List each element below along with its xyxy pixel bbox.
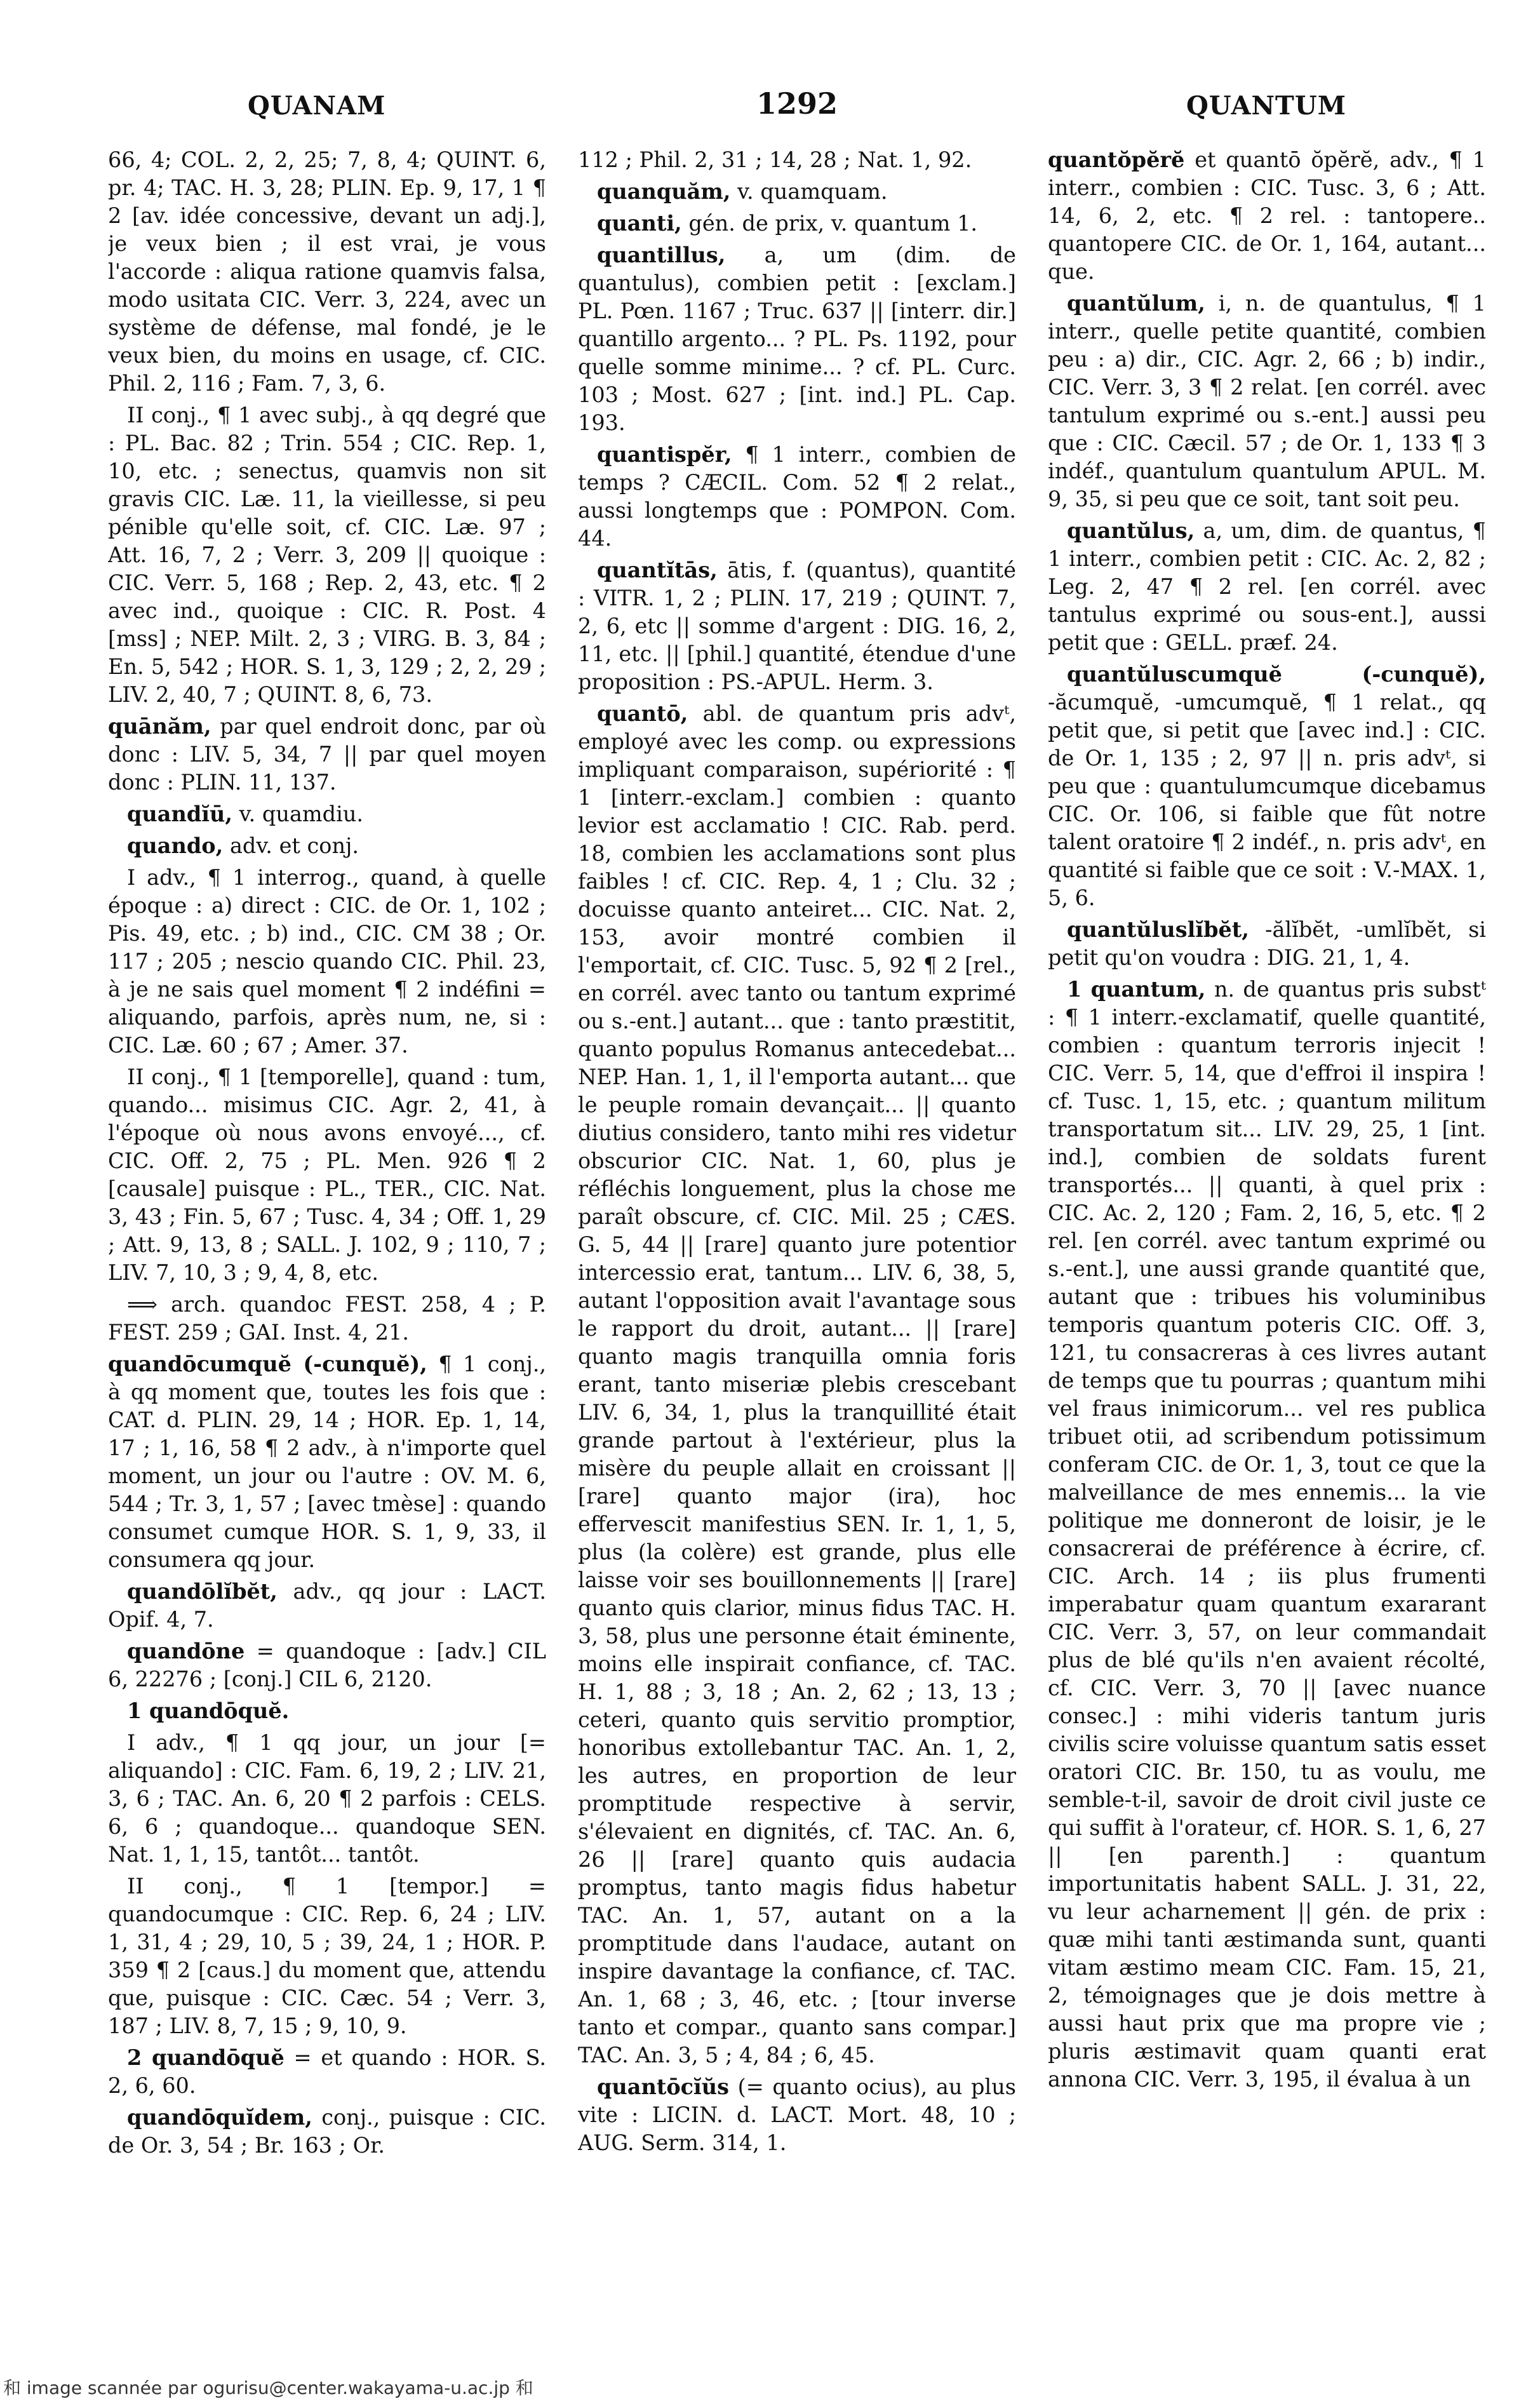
column-right (1048, 146, 1486, 2331)
entry-text: ātis, f. (quantus), quantité : VITR. 1, 2 ; PLIN. 17, 219 ; QUINT. 7, 2, 6, etc || somme d'argent : DIG. 16, 2, 11, etc. || [phil.] quantité, étendue d'une proposition : PS.-APUL. Herm. 3. (578, 558, 1016, 694)
scan-credit: 和 image scannée par ogurisu@center.wakayama-u.ac.jp 和 (3, 2377, 533, 2398)
headword: quando, (127, 833, 224, 858)
dictionary-entry (108, 713, 546, 796)
headword: quānăm, (108, 714, 211, 739)
running-head (108, 76, 1486, 121)
column-left (108, 146, 546, 2331)
entry-text: -ăcumquĕ, -umcumquĕ, ¶ 1 relat., qq petit que, si petit que [avec ind.] : CIC. de Or. 1, 135 ; 2, 97 || n. pris advᵗ, si peu que : quantulumcumque dicebamus CIC. Or. 106, si faible que fût notre talent oratoire ¶ 2 indéf., n. pris advᵗ, en quantité si faible que ce soit : V.-MAX. 1, 5, 6. (1048, 690, 1486, 910)
entry-text: abl. de quantum pris advᵗ, employé avec les comp. ou expressions impliquant comparaison, supériorité : ¶ 1 [interr.-exclam.] combien : quanto levior est acclamatio ! CIC. Rab. perd. 18, combien les acclamations sont plus faibles ! cf. CIC. Rep. 4, 1 ; Clu. 32 ; docuisse quanto anteiret... CIC. Nat. 2, 153, avoir montré combien il l'emportait, cf. CIC. Tusc. 5, 92 ¶ 2 [rel., en corrél. avec tanto ou tantum exprimé ou s.-ent.] autant... que : tanto præstitit, quanto populus Romanus antecedebat... NEP. Han. 1, 1, il l'emporta autant... que le peuple romain devançait... || quanto diutius considero, tanto mihi res videtur obscurior CIC. Nat. 1, 60, plus je réfléchis longuement, plus la chose me paraît obscure, cf. CIC. Mil. 25 ; CÆS. G. 5, 44 || [rare] quanto jure potentior intercessio erat, tantum... LIV. 6, 38, 5, autant l'opposition avait l'avantage sous le rapport du droit, autant... || [rare] quanto magis tranquilla omnia foris erant, tanto miseriæ plebis crescebant LIV. 6, 34, 1, plus la tranquillité était grande partout à l'extérieur, plus la misère du peuple allait en croissant || [rare] quanto major (ira), hoc effervescit manifestius SEN. Ir. 1, 1, 5, plus (la colère) est grande, plus elle laisse voir ses bouillonnements || [rare] quanto quis clarior, minus fidus TAC. H. 3, 58, plus une personne était éminente, moins elle inspirait confiance, cf. TAC. H. 1, 88 ; 3, 18 ; An. 2, 62 ; 13, 13 ; ceteri, quanto quis servitio promptior, honoribus extollebantur TAC. An. 1, 2, les autres, en proportion de leur promptitude respective à servir, s'élevaient en dignités, cf. TAC. An. 6, 26 || [rare] quanto quis audacia promptus, tanto magis fidus habetur TAC. An. 1, 57, autant on a la promptitude dans l'audace, autant on inspire davantage la confiance, cf. TAC. An. 1, 68 ; 3, 46, etc. ; [tour inverse tanto et compar., quanto sans compar.] TAC. An. 3, 5 ; 4, 84 ; 6, 45. (578, 701, 1016, 2067)
entry-text: II conj., ¶ 1 [temporelle], quand : tum, quando... misimus CIC. Agr. 2, 41, à l'époque où nous avons envoyé..., cf. CIC. Off. 2, 75 ; PL. Men. 926 ¶ 2 [causale] puisque : PL., TER., CIC. Nat. 3, 43 ; Fin. 5, 67 ; Tusc. 4, 34 ; Off. 1, 29 ; Att. 9, 13, 8 ; SALL. J. 102, 9 ; 110, 7 ; LIV. 7, 10, 3 ; 9, 4, 8, etc. (108, 1065, 546, 1285)
dictionary-entry (108, 1291, 546, 1347)
headword: quandōne (127, 1639, 245, 1663)
dictionary-entry (1048, 290, 1486, 513)
headword: quantōcĭŭs (597, 2074, 730, 2099)
headword: quanti, (597, 211, 682, 236)
headword: quantō, (597, 701, 688, 726)
entry-text: v. quamdiu. (239, 802, 364, 826)
dictionary-entry (578, 441, 1016, 553)
headword: quantŭluscumquĕ (-cunquĕ), (1067, 662, 1486, 687)
headword: quantŭluslĭbĕt, (1067, 917, 1249, 942)
dictionary-entry (108, 1637, 546, 1693)
dictionary-entry (108, 401, 546, 709)
entry-text: (= quanto ocius), au plus vite : LICIN. d. LACT. Mort. 48, 10 ; AUG. Serm. 314, 1. (578, 2074, 1016, 2155)
entry-text: gén. de prix, v. quantum 1. (688, 211, 978, 236)
dictionary-entry (108, 1578, 546, 1634)
page-number: 1292 (756, 86, 838, 121)
entry-text: par quel endroit donc, par où donc : LIV. 5, 34, 7 || par quel moyen donc : PLIN. 11, 137. (108, 714, 546, 795)
running-head-right: QUANTUM (1186, 91, 1346, 121)
dictionary-entry (578, 2073, 1016, 2157)
entry-text: v. quamquam. (737, 179, 888, 204)
headword: quantillus, (597, 243, 726, 267)
dictionary-entry (108, 1729, 546, 1869)
headword: quantŭlum, (1067, 291, 1205, 316)
headword: quantŏpĕrĕ (1048, 147, 1185, 172)
entry-text: n. de quantus pris substᵗ : ¶ 1 interr.-exclamatif, quelle quantité, combien : quantum terroris injecit ! CIC. Verr. 5, 14, que d'effroi il inspira ! cf. Tusc. 1, 15, etc. ; quantum militum transportatum sit... LIV. 29, 25, 1 [int. ind.], combien de soldats furent transportés... || quanti, à quel prix : CIC. Ac. 2, 120 ; Fam. 2, 16, 5, etc. ¶ 2 rel. [en corrél. avec tantum exprimé ou s.-ent.], une aussi grande quantité que, autant que : tribues his voluminibus temporis quantum poteris CIC. Off. 3, 121, tu consacreras à ces livres autant de temps que tu pourras ; quantum mihi vel fraus inimicorum... vel res publica tribuet otii, ad scribendum potissimum conferam CIC. de Or. 1, 3, tout ce que la malveillance de mes ennemis... la vie politique me donneront de loisir, je le consacrerai de préférence à écrire, cf. CIC. Arch. 14 ; iis plus frumenti imperabatur quam quantum exararant CIC. Verr. 3, 57, on leur commandait plus de blé qu'ils n'en avaient récolté, cf. CIC. Verr. 3, 70 || [avec nuance consec.] : mihi videris tantum juris civilis scire voluisse quantum satis esset oratori CIC. Br. 150, tu as voulu, me semble-t-il, savoir de droit civil juste ce qui suffit à l'orateur, cf. HOR. S. 1, 6, 27 || [en parenth.] : quantum importunitatis habent SALL. J. 31, 22, vu leur acharnement || gén. de prix : quæ mihi tanti æstimanda sunt, quanti vitam æstimo meam CIC. Fam. 15, 21, 2, témoignages que je dois mettre à aussi haut prix que ma propre vie ; pluris æstimavit quam quanti erat annona CIC. Verr. 3, 195, il évalua à un (1048, 977, 1486, 2092)
headword: quanquăm, (597, 179, 731, 204)
entry-text: I adv., ¶ 1 qq jour, un jour [= aliquando] : CIC. Fam. 6, 19, 2 ; LIV. 21, 3, 6 ; TAC. An. 6, 20 ¶ 2 parfois : CELS. 6, 6 ; quandoque... quandoque SEN. Nat. 1, 1, 15, tantôt... tantôt. (108, 1730, 546, 1867)
headword: quantispĕr, (597, 442, 732, 467)
entry-text: -ălĭbĕt, -umlĭbĕt, si petit qu'on voudra : DIG. 21, 1, 4. (1048, 917, 1486, 970)
dictionary-entry (578, 241, 1016, 437)
dictionary-entry (108, 800, 546, 828)
dictionary-entry (108, 1697, 546, 1725)
dictionary-entry (108, 2044, 546, 2100)
entry-text: ⟹ arch. quandoc FEST. 258, 4 ; P. FEST. 259 ; GAI. Inst. 4, 21. (108, 1292, 546, 1345)
dictionary-entry (108, 146, 546, 398)
dictionary-entry (1048, 517, 1486, 657)
column-middle (578, 146, 1016, 2331)
dictionary-entry (108, 1350, 546, 1574)
dictionary-entry (108, 2104, 546, 2160)
dictionary-entry (108, 864, 546, 1059)
entry-text: II conj., ¶ 1 avec subj., à qq degré que : PL. Bac. 82 ; Trin. 554 ; CIC. Rep. 1, 10, etc. ; senectus, quamvis non sit gravis CIC. Læ. 11, la vieillesse, si peu pénible qu'elle soit, cf. CIC. Læ. 97 ; Att. 16, 7, 2 ; Verr. 3, 209 || quoique : CIC. Verr. 5, 168 ; Rep. 2, 43, etc. ¶ 2 avec ind., quoique : CIC. R. Post. 4 [mss] ; NEP. Milt. 2, 3 ; VIRG. B. 3, 84 ; En. 5, 542 ; HOR. S. 1, 3, 129 ; 2, 2, 29 ; LIV. 2, 40, 7 ; QUINT. 8, 6, 73. (108, 403, 546, 707)
entry-text: i, n. de quantulus, ¶ 1 interr., quelle petite quantité, combien peu : a) dir., CIC. Agr. 2, 66 ; b) indir., CIC. Verr. 3, 3 ¶ 2 relat. [en corrél. avec tantulum exprimé ou s.-ent.] aussi peu que : CIC. Cæcil. 57 ; de Or. 1, 133 ¶ 3 indéf., quantulum quantulum APUL. M. 9, 35, si peu que ce soit, tant soit peu. (1048, 291, 1486, 511)
entry-text: adv. et conj. (229, 833, 359, 858)
running-head-left: QUANAM (248, 91, 386, 121)
headword: quantŭlus, (1067, 518, 1195, 543)
entry-text: a, um, dim. de quantus, ¶ 1 interr., combien petit : CIC. Ac. 2, 82 ; Leg. 2, 47 ¶ 2 rel. [en corrél. avec tantulus exprimé ou sous-ent.], aussi petit que : GELL. præf. 24. (1048, 518, 1486, 655)
headword: 1 quantum, (1067, 977, 1206, 1002)
dictionary-entry (1048, 916, 1486, 972)
headword: quandōlĭbĕt, (127, 1579, 278, 1604)
dictionary-entry (108, 1872, 546, 2040)
headword: quandōquĭdem, (127, 2105, 312, 2130)
headword: quandĭū, (127, 802, 233, 826)
entry-text: = quandoque : [adv.] CIL 6, 22276 ; [conj.] CIL 6, 2120. (108, 1639, 546, 1691)
entry-text: ¶ 1 conj., à qq moment que, toutes les fois que : CAT. d. PLIN. 29, 14 ; HOR. Ep. 1, 14, 17 ; 1, 16, 58 ¶ 2 adv., à n'importe quel moment, un jour ou l'autre : OV. M. 6, 544 ; Tr. 3, 1, 57 ; [avec tmèse] : quando consumet cumque HOR. S. 1, 9, 33, il consumera qq jour. (108, 1352, 546, 1572)
dictionary-entry (1048, 146, 1486, 286)
entry-text: II conj., ¶ 1 [tempor.] = quandocumque : CIC. Rep. 6, 24 ; LIV. 1, 31, 4 ; 29, 10, 5 ; 39, 24, 1 ; HOR. P. 359 ¶ 2 [caus.] du moment que, attendu que, puisque : CIC. Cæc. 54 ; Verr. 3, 187 ; LIV. 8, 7, 15 ; 9, 10, 9. (108, 1874, 546, 2038)
entry-text: 66, 4; COL. 2, 2, 25; 7, 8, 4; QUINT. 6, pr. 4; TAC. H. 3, 28; PLIN. Ep. 9, 17, 1 ¶ 2 [av. idée concessive, devant un adj.], je veux bien ; il est vrai, je vous l'accorde : aliqua ratione quamvis falsa, modo usitata CIC. Verr. 3, 224, avec un système de défense, mal fondé, je le veux bien, du moins en usage, cf. CIC. Phil. 2, 116 ; Fam. 7, 3, 6. (108, 147, 546, 396)
headword: quantĭtās, (597, 558, 718, 582)
entry-text: adv., qq jour : LACT. Opif. 4, 7. (108, 1579, 546, 1632)
text-columns (108, 146, 1486, 2331)
dictionary-entry (578, 178, 1016, 206)
dictionary-entry (108, 832, 546, 860)
headword: 1 quandōquĕ. (127, 1698, 290, 1723)
entry-text: et quantō ŏpĕrĕ, adv., ¶ 1 interr., combien : CIC. Tusc. 3, 6 ; Att. 14, 6, 2, etc. ¶ 2 rel. : tantopere.. quantopere CIC. de Or. 1, 164, autant... que. (1048, 147, 1486, 284)
entry-text: I adv., ¶ 1 interrog., quand, à quelle époque : a) direct : CIC. de Or. 1, 102 ; Pis. 49, etc. ; b) ind., CIC. CM 38 ; Or. 117 ; 205 ; nescio quando CIC. Phil. 23, à je ne sais quel moment ¶ 2 indéfini = aliquando, parfois, après num, ne, si : CIC. Læ. 60 ; 67 ; Amer. 37. (108, 865, 546, 1058)
entry-text: conj., puisque : CIC. de Or. 3, 54 ; Br. 163 ; Or. (108, 2105, 546, 2158)
dictionary-entry (1048, 661, 1486, 912)
dictionary-entry (578, 556, 1016, 696)
entry-text: a, um (dim. de quantulus), combien petit : [exclam.] PL. Pœn. 1167 ; Truc. 637 || [interr. dir.] quantillo argento... ? PL. Ps. 1192, pour quelle somme minime... ? cf. PL. Curc. 103 ; Most. 627 ; [int. ind.] PL. Cap. 193. (578, 243, 1016, 435)
dictionary-entry (1048, 976, 1486, 2093)
dictionary-entry (578, 700, 1016, 2069)
entry-text: = et quando : HOR. S. 2, 6, 60. (108, 2045, 546, 2098)
dictionary-entry (578, 210, 1016, 238)
headword: 2 quandōquĕ (127, 2045, 285, 2070)
entry-text: 112 ; Phil. 2, 31 ; 14, 28 ; Nat. 1, 92. (578, 147, 972, 172)
dictionary-entry (578, 146, 1016, 174)
headword: quandōcumquĕ (-cunquĕ), (108, 1352, 427, 1376)
entry-text: ¶ 1 interr., combien de temps ? CÆCIL. Com. 52 ¶ 2 relat., aussi longtemps que : POMPON. Com. 44. (578, 442, 1016, 551)
dictionary-entry (108, 1063, 546, 1287)
